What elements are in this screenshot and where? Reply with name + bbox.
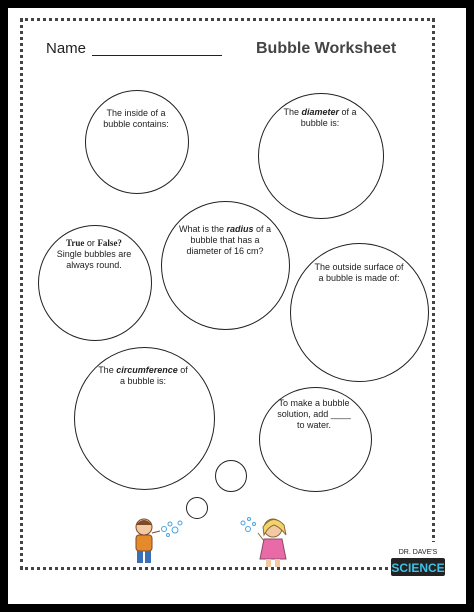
question-circumference: The circumference of a bubble is:	[98, 365, 188, 386]
question-inside: The inside of a bubble contains:	[103, 108, 169, 129]
dr-daves-science-logo	[388, 542, 448, 582]
radius-word: radius	[226, 224, 254, 234]
logo-top-text: DR. DAVE'S	[398, 549, 438, 556]
question-true-false: True or False? Single bubbles are always round.	[56, 238, 132, 270]
question-surface: The outside surface of a bubble is made of:	[314, 262, 404, 283]
girl-blowing-bubbles-icon	[238, 515, 298, 570]
circumference-word: circumference	[116, 365, 178, 375]
boy-blowing-bubbles-icon	[130, 515, 190, 570]
question-radius: What is the radius of a bubble that has a diameter of 16 cm?	[178, 224, 272, 256]
bubble-inside	[85, 90, 189, 194]
logo-main-text: SCIENCE	[391, 561, 445, 575]
question-solution: To make a bubble solution, add ____ to water.	[277, 398, 351, 430]
name-label: Name	[46, 40, 87, 57]
name-field-line[interactable]	[92, 55, 222, 56]
worksheet-title: Bubble Worksheet	[256, 40, 397, 57]
bubble-radius	[161, 201, 290, 330]
diameter-word: diameter	[301, 107, 340, 117]
thought-bubble-large	[215, 460, 247, 492]
question-diameter: The diameter of a bubble is:	[283, 107, 357, 128]
